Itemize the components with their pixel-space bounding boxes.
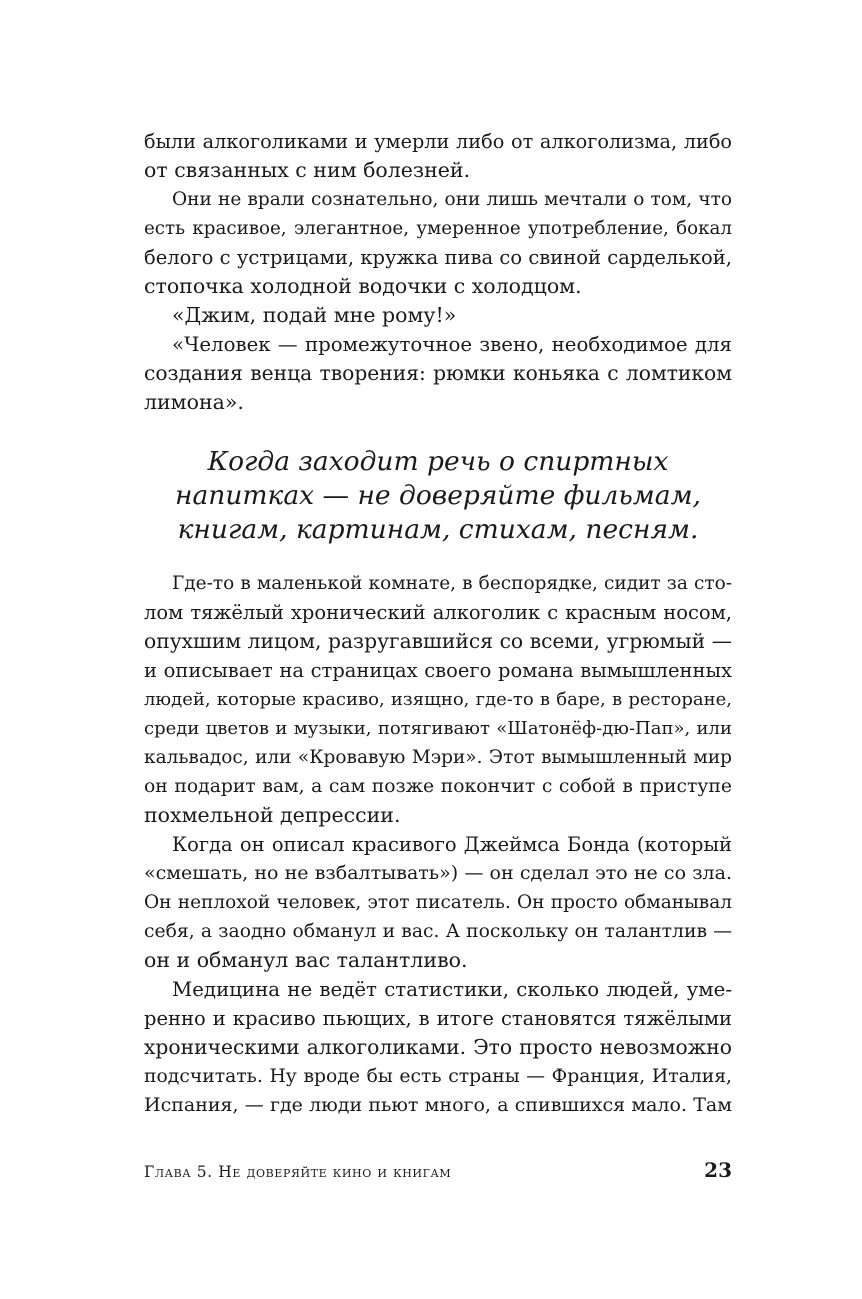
text-line: ренно и красиво пьющих, в итоге становятся тяжёлыми: [144, 1007, 732, 1030]
text-line: есть красивое, элегантное, умеренное употребление, бокал: [144, 218, 732, 239]
text-line: «Человек — промежуточное звено, необходимое для: [172, 333, 732, 356]
text-line: Они не врали сознательно, они лишь мечтали о том, что: [172, 189, 732, 210]
text-line: «Джим, подай мне рому!»: [172, 303, 457, 327]
text-line: он и обманул вас талантливо.: [144, 948, 468, 972]
page-number: 23: [704, 1158, 732, 1182]
text-line: стопочка холодной водочки с холодцом.: [144, 274, 582, 298]
text-line: Испания, — где люди пьют много, а спившихся мало. Там: [144, 1094, 732, 1116]
text-line: похмельной депрессии.: [144, 803, 401, 827]
text-line: кальвадос, или «Кровавую Мэри». Этот вымышленный мир: [144, 747, 732, 768]
text-line: «смешать, но не взбалтывать») — он сделал это не со зла.: [144, 862, 732, 884]
text-line: себя, а заодно обманул и вас. А поскольку он талантлив —: [144, 921, 732, 942]
page-footer: [144, 1160, 732, 1184]
text-line: от связанных с ним болезней.: [144, 158, 471, 182]
text-line: Где-то в маленькой комнате, в беспорядке, сидит за сто-: [172, 573, 732, 594]
pull-quote-line: напитках — не доверяйте фильмам,: [175, 480, 701, 511]
text-line: Медицина не ведёт статистики, сколько людей, уме-: [172, 978, 732, 1001]
text-line: создания венца творения: рюмки коньяка с ломтиком: [144, 361, 732, 385]
text-line: лом тяжёлый хронический алкоголик с красным носом,: [144, 601, 732, 624]
pull-quote-line: книгам, картинам, стихам, песням.: [177, 514, 699, 545]
pull-quote-line: Когда заходит речь о спиртных: [207, 446, 669, 477]
running-head: Глава 5. Не доверяйте кино и книгам: [144, 1163, 452, 1181]
text-line: среди цветов и музыки, потягивают «Шатонёф-дю-Пап», или: [144, 718, 732, 739]
body-text-bottom: [144, 569, 732, 1120]
text-line: он подарит вам, а сам позже покончит с собой в приступе: [144, 776, 732, 797]
text-line: хроническими алкоголиками. Это просто невозможно: [144, 1035, 732, 1059]
text-line: лимона».: [144, 390, 244, 414]
body-text-top: [144, 127, 732, 417]
pull-quote: [144, 445, 732, 547]
text-line: Он неплохой человек, этот писатель. Он просто обманывал: [144, 892, 732, 913]
text-line: людей, которые красиво, изящно, где-то в баре, в ресторане,: [144, 689, 732, 710]
text-line: подсчитать. Ну вроде бы есть страны — Франция, Италия,: [144, 1066, 732, 1087]
text-line: и описывает на страницах своего романа вымышленных: [144, 659, 732, 682]
text-line: были алкоголиками и умерли либо от алкоголизма, либо: [144, 130, 732, 153]
text-line: Когда он описал красивого Джеймса Бонда (который: [172, 833, 732, 856]
text-line: белого с устрицами, кружка пива со свиной сарделькой,: [144, 246, 732, 269]
text-line: опухшим лицом, разругавшийся со всеми, угрюмый —: [144, 629, 732, 653]
